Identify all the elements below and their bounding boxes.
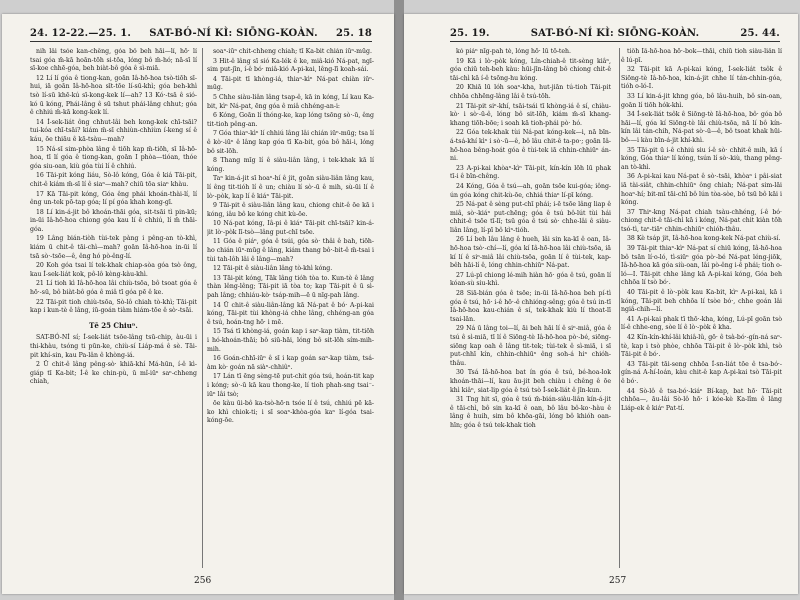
verse: 15 Tsá tī khòng-iá, goán kap i saⁿ-kap tiàm, tit-tiōh i hó-khoán-thāi; bô siū-hāi, lóng bô sit-lōh sím-mih-mih. [207, 328, 374, 353]
book-gutter [394, 0, 404, 600]
verse: 26 Lí beh lâu lâng ê hueh, lâi sin ka-kī ê oan, Iâ-hō-hoa tsò·-chí—lí, góa kí Iâ-hō-hoa lâi chiù-tsōa, iā kí lí ê siⁿ-miâ lâi chiù-tsōa, goān lí ê tùi-tek, kap-bêh hāi-lí ê, lóng chhin-chhiūⁿ Ná-pat. [450, 236, 611, 270]
verse: 43 Tāi-pit tāi-seng chhōa Í-sn-liát tōe ê tsa-bó·-gín-ná A-hí-loán, kàu chit-ê kap A-pi-kai tsò Tāi-pit ê bó·. [621, 360, 782, 385]
verse: 22 Góa tek-khak tùi Ná-pat kóng-kek—i, nā bīn-á-tsá-khí kìⁿ i sò·-ū—ê, bô lâu chit-ê ta-po·; goān Iâ-hō-hoa bêng-hoát góa ê tùi-tek iā chhin-chhiūⁿ án-ni. [450, 129, 611, 163]
verse: 32 Tāi-pit kā A-pi-kai kóng, Í-sek-liát tsôk ê Siōng-tè Iâ-hō-hoa, kin-á-jit chhe lí tán-chhin-góa, tióh o-ló-I. [621, 66, 782, 91]
verse: tiôh Iâ-hō-hoa hō·-bok—thāi, chiū tioh siàu-liân lí ê lú-pī. [621, 48, 782, 64]
verse: 16 Tāi-pit kóng liáu, Sò-lô kóng, Góa ê kiá Tāi-pit, chit-ê kiám m̄-sī lí ê siaⁿ—mah? chiū tōa siaⁿ khàu. [30, 172, 197, 188]
right-page-columns [450, 48, 782, 568]
verse: 20 Koh góa tsai lí tek-khak chiap-sòa góa tsò ông, kau Í-sek-liát kok, pô-lô kèng-kàu-khì. [30, 262, 197, 278]
verse: 38 Kè tsáp jit, Iâ-hō-hoa kong-kek Ná-pat chiù-sí. [627, 235, 781, 243]
verse: 40 Tāi-pit ê lò·-pòk kau Ka-bit, kìⁿ A-pi-kai, kā i kóng, Tāi-pit beh chhōa lí tsòe bó·, chhe goán lâi ngiâ-chih—lí. [621, 289, 782, 314]
verse: SAT-BÓ-NÍ sí; Í-sek-liát tsōe-lâng tsū-chip, àu-ūi i thi-khàu, tsóng ti pūn-ke, chiù-sí Liáp-má ê sè. Tāi-pit khí-sin, kau Pa-lân ê khòng-iá. [30, 334, 197, 359]
page-number: 257 [609, 576, 627, 586]
verse: 11 Góa ê piáⁿ, góa ê tsúi, góa sò· thâi ê bah, tiōh-ho chián iūⁿ-mūg ê lâng, kiám thang bô·-bit-ê m̄-tsai i tùi tah-lôh lâi ê lâng—mah? [207, 238, 374, 263]
verse: 18 Lí kin-á-jit bô khoán-thāi góa, sit-tsāi tì pin-kū; in-ūi Iâ-hō-hoa chiong góa kau lí ê chhiú, lí m̄ thāi-góa. [30, 208, 197, 233]
left-column-1 [30, 48, 197, 568]
verse: 4 Tāi-pit tī khòng-iá, thiaⁿ-kìⁿ Ná-pat chiàn iūⁿ-mūg. [207, 75, 374, 92]
verse: 25 Ná-pat ê sèng put-chī phái; i-ē tsōe lâng liap ê miâ, sò·-kiáⁿ put-chēng; góa ê tsú bô-lút tùi hái chhit-ê tsōe tī-lī; tsū góa ê tsú sò· chhe-lâi ê siàu-liân lâng, lí-pī bô kìⁿ-tióh. [450, 201, 611, 234]
left-header-ref-end: 25. 18 [336, 28, 372, 39]
verse: 7 Góa thiaⁿ-kìⁿ lí chhiú lâng lâi chián iūⁿ-mūg; tsa lí ê kò·-iūⁿ ê lâng kap góa tī Ka-bit, góa bô hāi-i, lóng bô sit-lōh. [207, 130, 374, 155]
verse: 16 Goán-chhī-iūⁿ ê sī i kap goán saⁿ-kap tiàm, tsá-àm kò· goán nā siàⁿ-chhiûⁿ. [207, 355, 374, 371]
left-column-2 [207, 48, 374, 568]
verse: 17 Lán tī ēng sèng-tē put-chit góa tsú, hoán-tit kap i kóng; sò·-ū kā kau thong-ke, lí tioh phah-sng tsai⁻-iūⁿ lâi tsò; [207, 373, 374, 398]
right-header-ref-end: 25. 44. [740, 28, 780, 39]
verse: 29 Ná ū lâng toi—lí, āi beh hāi lí ê siⁿ-miâ, góa ê tsú ê sì-miā, tī lí ê Siōng-tè Iâ-hō-hoa pò·-bé, siōng-siōng kap oah ê lâng tit-tek; tùi-tek ê sì-miā, i sī put-chhī kín, chhin-chhiūⁿ êng soh-á hiⁿ chióh-thâu. [450, 325, 611, 367]
right-header-title: SAT-BÓ-NÍ KÌ: SIŌNG-KOÀN. [530, 28, 700, 39]
verse: 20 Khiā lū lóh soaⁿ-kha, hut-jiān tú-tioh Tāi-pit chhōa chhēng-lâng lâi ê tsú-tōh. [450, 84, 611, 100]
page-number: 256 [194, 576, 212, 586]
left-header-title: SAT-BÓ-NÍ KÌ: SIŌNG-KOÀN. [149, 28, 318, 39]
verse: 42 Kín-kín-khí-lâi khiâ-lû, gō· ê tsà-bó·-gín-ná saⁿ-tè, kap i tsò phòe, chhōa Tāi-pit ê lò·-pòk khì, tsò Tāi-pit ê bó·. [621, 334, 782, 359]
verse: 12 Lí lí góa ê tiong-kan, goān Iâ-hō-hoa tsò-tiōh sī-hui, iā goān Iâ-hō-hoa sīt-tōe lí-sū-khì; góa beh-khì tsò lí-sū khē-kú sī-kong-kek lí—ah? 13 Kó·-tsā ê sió-kó ū kóng, Phái-lâng ê sū tshut phái-lâng chhut; góa ê chhiú m̄-kā kong-kek lí. [30, 74, 197, 117]
right-page [404, 14, 798, 594]
verse: 28 Siā-bián góa ê tsōe; in-ūi Iâ-hō-hoa beh pí-tì góa ê tsú, hō· i-ê hō·-ê chhióng-sêng; góa ê tsú in-tī Iâ-hō-hoa kau-chián ê sí, tek-khak kiù lí thoat-lī tsai-lān. [450, 290, 611, 323]
verse: soaⁿ-iūⁿ chit-chheng chiah; tī Ka-bit chián iūⁿ-mūg. [213, 48, 372, 55]
right-column-1 [450, 48, 611, 568]
right-header-ref-start: 25. 19. [450, 28, 490, 39]
verse: 17 Kā Tāi-pit kóng, Góa êng phái khoán-thài-lí, lí êng un-tek pō-tap góa; lí pí góa khah kong-gī. [30, 190, 197, 207]
verse: 8 Thang mīg lí ê siàu-liân lâng, i tek-khak kā lí kóng. [207, 157, 374, 173]
verse: 13 Tāi-pit kóng, Tāk lâng tióh tòa to. Kun-tè ê lâng thàn lêng-lêng; Tāi-pit iā tòa to; kap Tāi-pit ê ū sì-pah lâng; chhiáu-kò· tsáp-mih—ē ū nīg-pah lâng. [207, 274, 374, 300]
verse: 22 Tāi-pit tioh chiù-tsōa, Sò-lô chiah tò-khì; Tāi-pit kap i kun-tè ê lâng, iū-goán tiàm hiám-tōe ê sò·-tsāi. [30, 298, 197, 315]
right-page-header [450, 28, 780, 42]
right-column-2 [621, 48, 782, 568]
verse: 14 Í-sek-liát ông chhut-lâi beh kong-kek chī-tsāi? tui-kóa chī-tsāi? kiám m̄-sī chhiùn-chhiùn í-keng sí ê káu, ōe thiāu ê kā-tsàu—mah? [30, 118, 197, 143]
verse: 12 Tāi-pit ê siàu-liân lâng tò-khì kóng. [213, 265, 333, 273]
verse: 19 Lâng bián-tiòh tùi-tek pàng i pêng-an tò-khì, kiám ū chit-ê tāi-chì—mah? goān Iâ-hō-hoa in-ūi lí tsā sò·-tsōe—ê, êng hó pò-êng-lí. [30, 235, 197, 260]
left-page-columns [30, 48, 374, 568]
verse: 37 Thiⁿ-kng Ná-pat chiah tsàu-chhéng, í-ê bó· chiong chit-ê tāi-chì kā i kóng, Ná-pat chit kiàn tōh tsó-tì, taⁿ-tiāⁿ chhin-chhiūⁿ chióh-thâu. [621, 208, 782, 233]
verse: 33 Lí kin-á-jit khng góa, bô lâu-huih, bô sin-oan, goān lí tiōh hók-khì. [621, 92, 782, 109]
verse: 15 Ná-sī sim-phòa lâng ê tiōh kap m̄-tiōh, sī Iâ-hō-hoa, tī lí góa ê tiong-kan, goān I phòa—tióan, thóe góa siu-oan, kiù góa tùi lí ê chhiú. [30, 145, 197, 170]
left-header-ref-start: 24. 12-22.—25. 1. [30, 28, 132, 39]
verse: nih lâi tsóe kan-chêng, góa bô beh hāi—lí, hō· lí tsai góa m̄-kā hoān-tōh si-tōa, lóng bô m̄-hó; nā-sī lí sī-koe chhē-góa, beh biàt-bô góa ê sì-miā. [30, 48, 197, 73]
verse: 39 Tāi-pit thiaⁿ-kìⁿ Ná-pat sí chiū kóng, Iâ-hō-hoa bô tsān lí·o-ló, tì-siūⁿ góa pò·-bé Ná-pat léng-jiōk, Iâ-hō-hoa kā góa siù-oan, lâi pò-êng i-ê phái; tioh o-ló—I. Tāi-pit chhe lâng kā A-pi-kai kóng, Góa beh chhōa lí tsò bó·. [621, 245, 782, 287]
verse: 21 Tāi-pit siⁿ-khí, tsāi-tsái tī khòng-iá ê sí, chiàu-kò· i sò·-ū-ê, lóng bô sit-lōh, kiám m̄-sī khang-khang tiōh-bōe; i soah kā tioh-phái pò· hó. [450, 102, 611, 127]
verse: 6 Kóng, Goān lí thóng-ke, kap lóng tsōng sò·-ū, êng tit-tioh pêng-an. [207, 112, 374, 128]
verse: 36 A-pi-kai kau Ná-pat ê sò·-tsāi, khòaⁿ i pâi-siat iā tài-siât, chhin-chhiūⁿ ông chiah; Ná-pat sim-lāi hoaⁿ-hí; bit-mī tāi-chī bô lún tòa-sòe, bô tsū bô kāi i kóng. [621, 173, 782, 207]
verse: 27 Lú-pī chiong lé-mih hiàn hō· góa ê tsú, goān lí kóan-sù siu-khì. [450, 271, 611, 288]
verse: 9 Tāi-pit ê siàu-liân lâng kau, chiong chit-ê ōe kā i kóng, iâu bô ke kóng chit kù-ōe. [207, 202, 374, 218]
verse: 21 Lí tioh kì Iâ-hō-hoa lâi chiù-tsōa, bô tsoat góa ê hō·-sū, bô biàt-bô góa ê miâ tī góa pē ê ke. [30, 280, 197, 297]
verse: 2 Ū chit-ê lâng pêng-sò· khiā-khí Má-hūn, í-ê kì-giáp tī Ka-bit; Í-ê ke chin-pù, ū mî-iūⁿ saⁿ-chheng chiah, [30, 361, 197, 386]
verse: 5 Chhe siàu-liân lâng tsap-ê, kā in kóng, Lí kau Ka-bit, kìⁿ Ná-pat, ēng góa ê miâ chhéng-an-i: [207, 93, 374, 110]
chapter-heading: Tē 25 Chiuⁿ. [89, 320, 138, 330]
verse: 41 A-pi-kai phak tī thō·-kha, kóng, Lú-pī goān tsò lí-ê chhe-eng, sòe lí ê lò·-pòk ê kha. [621, 315, 782, 332]
verse: 35 Tāi-pit ū i-ê chhiú siu í-ê sò· chhit-ê mih, kā í kóng, Góa thiaⁿ lí kóng, tsún lí sò·-kiù, thang pêng-an tò-khì. [621, 146, 782, 171]
verse: 10 Ná-pat kóng, Iâ-pi ê kiáⁿ Tāi-pit chī-tsāi? kin-á-jit lò·-pòk lī-tsò—lâng put-chī tsōe. [207, 220, 374, 236]
verse: Taⁿ kin-á-jit sī hoaⁿ-hí ê jit, goān siàu-liân lâng kau, lí êng tit-tióh lí ê un; chiàu lí sò·-ū ê mih, sù-ūi lí ê lò·-pòk, kap lí ê kiáⁿ Tāi-pit. [207, 175, 374, 200]
verse: kó piáⁿ nīg-pah tè, lóng hō· lū tō-teh. [456, 48, 572, 55]
verse: ōe kàu ūi-bô ka-tsò-hō·n tsóe lí ê tsú, chhiú pē kā-ko khì chiok-ti; i sī soaⁿ-khòa-góa kaⁿ lí-góa tsai-kóng-ōe. [207, 400, 374, 425]
verse: 3 Hit-ê lâng sī sió Ka-lék ê ke, miâ-kió Ná-pat, ngī-sim put-jīn, í-ê bó· miâ-kió A-pi-kai, lêng-lī koah-sái. [207, 57, 374, 74]
verse: 31 Tng hit sī, góa ê tsú m̄-bián-siàu-liân kín-á-jit ê tāi-chì, bô sin ka-kī ê oan, bô lâu bô-ko·-hàu ê lâng ê huih, sim bô khōa-gāi, lóng bô khióh oan-hīn; góa ê tsú tek-khak tioh [450, 396, 611, 429]
verse: 23 A-pi-kai khòaⁿ-kìⁿ Tāi-pit, kín-kín lōh lū phak tī-i ê bīn-chêng. [450, 164, 611, 181]
left-page [2, 14, 394, 594]
verse: 24 Kóng, Góa ê tsú—ah, goān tsōe kui-góa; iông-ún góa kóng chit-kù-ōe, chhiá thiaⁿ lí-pī kóng. [450, 182, 611, 199]
verse: 19 Kā i lò·-pòk kóng, Lín-chiah-ê tit-sèng kiâⁿ, góa chiū teh-beh kàu: hūi-jīn-lâng bô chiong chit-ê tāi-chì kā í-ê tsōng-hu kóng. [450, 57, 611, 82]
verse: 44 Sò-lô ê tsa-bó·-kiáⁿ Bí-kap, bat hō· Tāi-pit chhōa—, āu-lâi Sò-lô hō· i kóe-kè Ka-lîm ê lâng Liáp-ek ê kiáⁿ Pat-tí. [621, 387, 782, 412]
verse: 14 Ū chit-ê siàu-liân-lâng kā Ná-pat ê bó· A-pi-kai kóng, Tāi-pit tùi khòng-iá chhe lâng, chhéng-an góa ê tsú, hoán-tng hō· i mē. [207, 301, 374, 326]
left-page-header [30, 28, 372, 42]
verse: 34 Í-sek-liát tsôk ê Siōng-tè Iâ-hō-hoa, bô· góa bô hāi—lí, góa kí Siōng-tè lâi chiù-tsōa, nā lí bô kín-kín lâi tán-chih, Ná-pat sò·-ū—ê, bô tsoat khak hūi-bô-—i kàu bīn-á-jit khí-khì. [621, 111, 782, 144]
verse: 30 Tsá Iâ-hō-hoa bat ín góa ê tsú, bé-hoa-lok khoán-thāi—lí, kau āu-jit beh chiàu i chêng ê ōe khì kiâⁿ, siat-lip góa ê tsú tsò Í-sek-liát ê jīn-kun. [450, 369, 611, 394]
